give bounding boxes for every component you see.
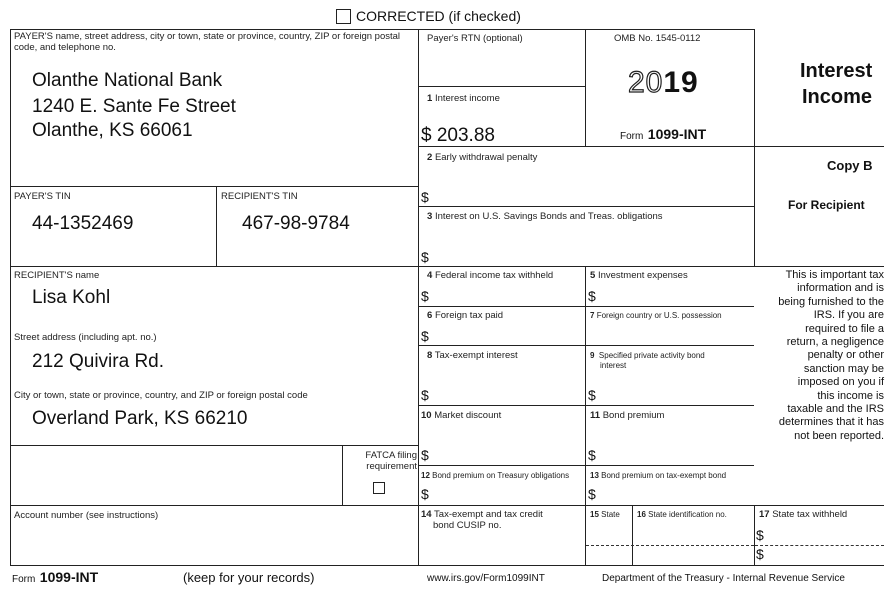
copy-label: Copy B (827, 158, 873, 173)
recipient-name: Lisa Kohl (32, 287, 111, 308)
box17-label: 17 State tax withheld (759, 509, 848, 520)
payer-city: Olanthe, KS 66061 (32, 120, 193, 141)
city-label: City or town, state or province, country, and ZIP or foreign postal code (14, 390, 308, 401)
box9-label: 9 Specified private activity bond interest (590, 351, 705, 370)
box3-dollar: $ (421, 249, 429, 265)
box11-label: 11 Bond premium (590, 410, 665, 421)
box17-dollar-1: $ (756, 527, 764, 543)
corrected-checkbox[interactable] (336, 9, 351, 24)
box5-dollar: $ (588, 288, 596, 304)
box5-label: 5 Investment expenses (590, 270, 688, 281)
box11-dollar: $ (588, 447, 596, 463)
for-recipient: For Recipient (788, 198, 865, 212)
box1-label: 1 Interest income (427, 93, 500, 104)
recipient-tin: 467-98-9784 (242, 213, 350, 234)
fatca-checkbox[interactable] (373, 482, 385, 494)
box17-dollar-2: $ (756, 546, 764, 562)
notice-text: This is important tax information and is being furnished to the IRS. If you are required to file a return, a negligence penalty or other sanction may be imposed on you if this income is taxable and the IRS determines that it has not been reported. (778, 269, 884, 442)
box12-label: 12 Bond premium on Treasury obligations (421, 471, 570, 480)
footer-form: Form 1099-INT (12, 569, 99, 585)
box2-dollar: $ (421, 189, 429, 205)
payer-label: PAYER'S name, street address, city or town, state or province, country, ZIP or foreign postal code, and telephone no. (14, 31, 401, 53)
recipient-city: Overland Park, KS 66210 (32, 408, 248, 429)
box4-dollar: $ (421, 288, 429, 304)
box10-label: 10 Market discount (421, 410, 502, 421)
box13-dollar: $ (588, 486, 596, 502)
recipient-street: 212 Quivira Rd. (32, 351, 165, 372)
payer-tin-label: PAYER'S TIN (14, 191, 71, 202)
box7-label: 7 Foreign country or U.S. possession (590, 311, 722, 320)
payer-tin: 44-1352469 (32, 213, 134, 234)
box16-label: 16 State identification no. (637, 510, 727, 519)
omb-number: OMB No. 1545-0112 (614, 33, 701, 44)
street-label: Street address (including apt. no.) (14, 332, 157, 343)
footer-keep: (keep for your records) (183, 570, 315, 585)
box14-label: 14 Tax-exempt and tax credit bond CUSIP no. (421, 509, 543, 531)
box6-dollar: $ (421, 328, 429, 344)
box9-dollar: $ (588, 387, 596, 403)
box1-value: $ 203.88 (421, 125, 495, 146)
box10-dollar: $ (421, 447, 429, 463)
tax-year: 2019 (628, 66, 699, 99)
box13-label: 13 Bond premium on tax-exempt bond (590, 471, 727, 480)
title-income: Income (802, 86, 873, 108)
box2-label: 2 Early withdrawal penalty (427, 152, 538, 163)
recipient-name-label: RECIPIENT'S name (14, 270, 100, 281)
account-label: Account number (see instructions) (14, 510, 159, 521)
box12-dollar: $ (421, 486, 429, 502)
payer-street: 1240 E. Sante Fe Street (32, 96, 236, 117)
payer-name: Olanthe National Bank (32, 70, 223, 91)
corrected-label: CORRECTED (if checked) (356, 8, 521, 24)
box8-dollar: $ (421, 387, 429, 403)
box4-label: 4 Federal income tax withheld (427, 270, 554, 281)
form-name: Form 1099-INT (620, 126, 707, 142)
recipient-tin-label: RECIPIENT'S TIN (221, 191, 298, 202)
fatca-label: FATCA filing requirement (365, 450, 417, 472)
rtn-label: Payer's RTN (optional) (427, 33, 523, 44)
footer-dept: Department of the Treasury - Internal Revenue Service (602, 573, 845, 584)
box8-label: 8 Tax-exempt interest (427, 350, 518, 361)
box6-label: 6 Foreign tax paid (427, 310, 504, 321)
box15-label: 15 State (590, 510, 620, 519)
title-interest: Interest (800, 60, 873, 82)
footer-url[interactable]: www.irs.gov/Form1099INT (427, 573, 545, 584)
box3-label: 3 Interest on U.S. Savings Bonds and Treas. obligations (427, 211, 663, 222)
